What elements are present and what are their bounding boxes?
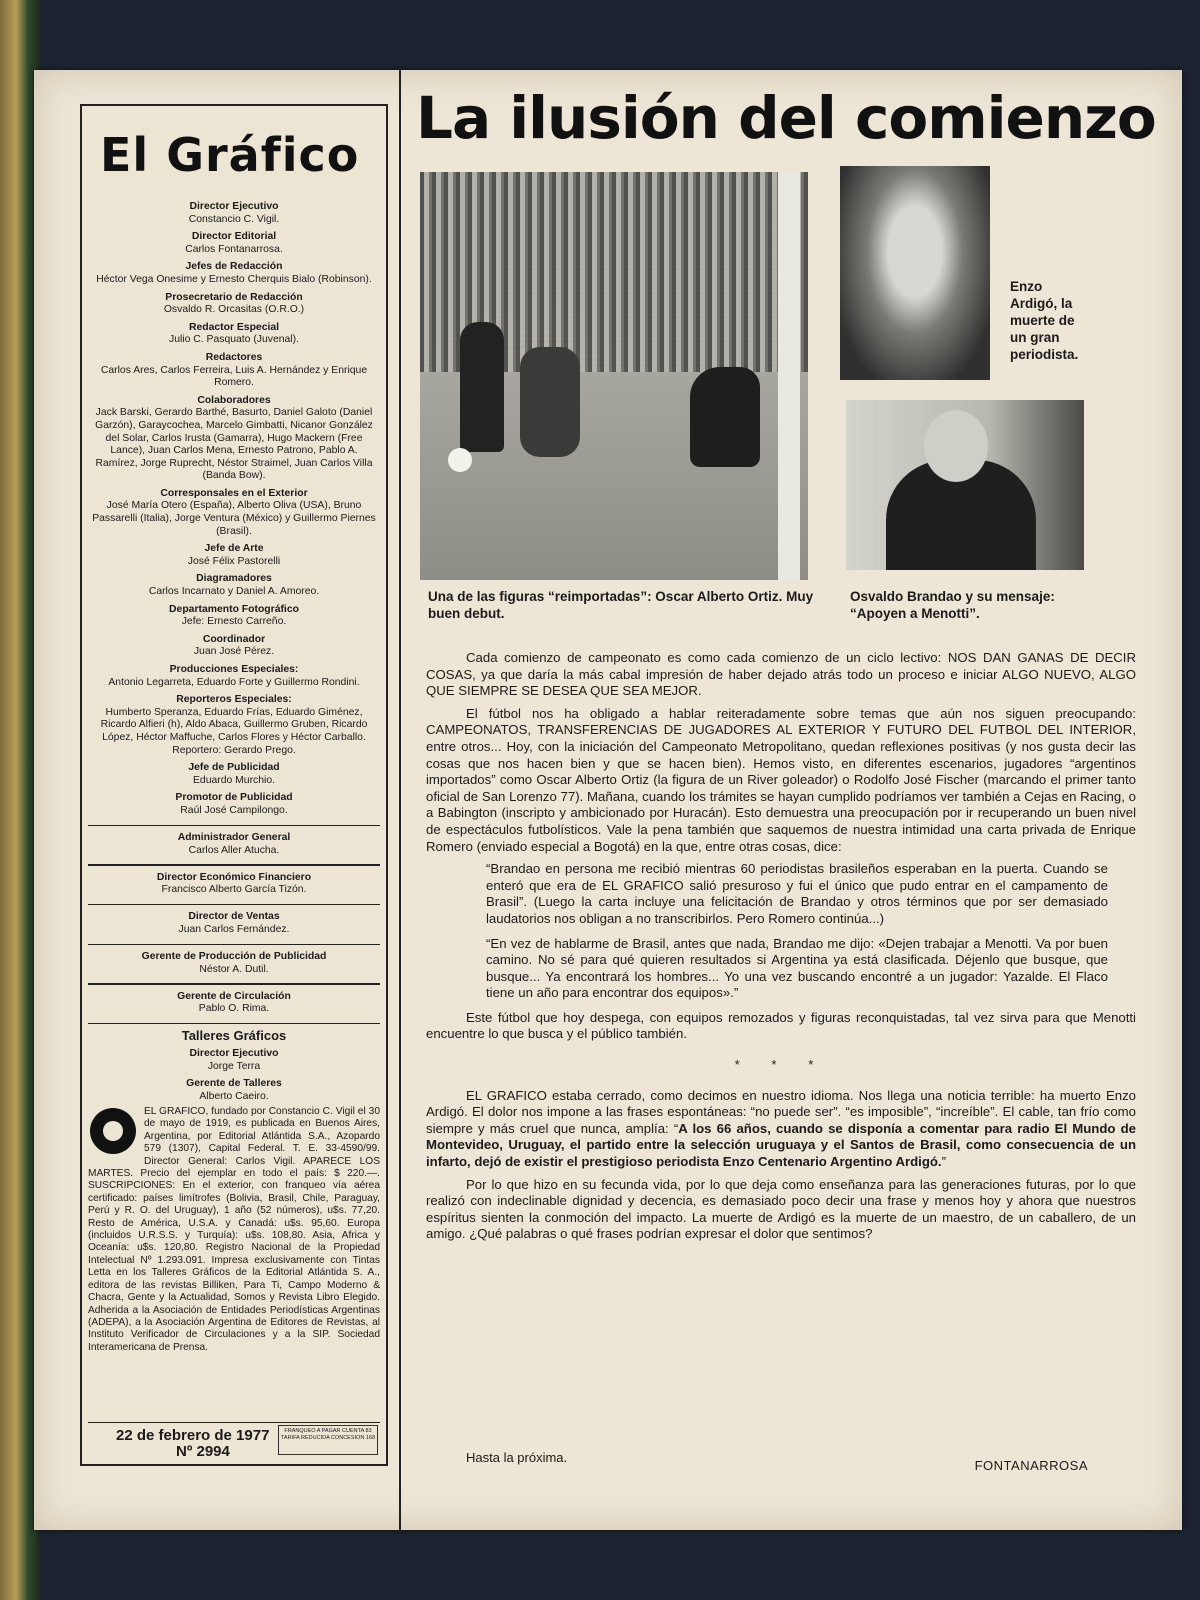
postage-stamp: FRANQUEO A PAGAR CUENTA 83 TARIFA REDUCIDA CONCESION 168 xyxy=(278,1425,378,1455)
article-paragraph: Este fútbol que hoy despega, con equipos remozados y figuras reconquistadas, tal vez sirva para que Menotti encuentre lo que busca y el público también. xyxy=(426,1009,1136,1042)
article-paragraph: Cada comienzo de campeonato es como cada comienzo de un ciclo lectivo: NOS DAN GANAS DE DECIR COSAS, ya que daría la más cabal impresión de haber dejado atrás todo un proceso e iniciar ALGO NUEVO, ALGO QUE SIEMPRE SE DESEA QUE SEA MEJOR. xyxy=(426,650,1136,699)
staff-names: Humberto Speranza, Eduardo Frías, Eduardo Giménez, Ricardo Alfieri (h), Aldo Abaca, Guillermo Gruben, Ricardo López, Héctor Maffuche, Carlos Flores y Héctor Carballo. Reportero: Gerardo Prego. xyxy=(100,706,368,756)
publisher-logo-icon xyxy=(90,1108,136,1154)
staff-names: Carlos Incarnato y Daniel A. Amoreo. xyxy=(148,586,320,598)
staff-names: Carlos Aller Atucha. xyxy=(188,844,280,856)
staff-role: Prosecretario de Redacción xyxy=(165,291,303,303)
divider xyxy=(88,983,380,985)
article-signoff: Hasta la próxima. xyxy=(466,1450,568,1465)
staff-role: Diagramadores xyxy=(196,573,272,585)
article-paragraph: El fútbol nos ha obligado a hablar reiteradamente sobre temas que aún nos siguen preocupando: CAMPEONATOS, TRANSFERENCIAS DE JUGADORES AL EXTERIOR Y FUTURO DEL FUTBOL DEL INTERIOR, entre otros... Hoy, con la iniciación del Campeonato Metropolitano, quedan reflexiones positivas (y nos gusta decir las cosas que nos hacen bien y que se hacen bien). Hemos visto, en diferentes escenarios, jugadores “argentinos importados” como Oscar Alberto Ortiz (la figura de un River goleador) o Rodolfo José Fischer (marcando el primer tanto oficial de San Lorenzo 77). Mañana, cuando los trámites se hayan cumplido podríamos ver también a Cejas en Racing, o a Babington (inscripto y ambicionado por Huracán). Esto demuestra una preocupación por ir recuperando un buen nivel de espectáculos futbolísticos. Vale la pena también que saquemos de nuestra intimidad una carta privada de Enrique Romero (enviado especial a Bogotá) en la que, entre otras cosas, dice: xyxy=(426,705,1136,854)
divider xyxy=(88,1023,380,1025)
article-headline: La ilusión del comienzo xyxy=(416,84,1156,152)
staff-role: Director Ejecutivo xyxy=(189,1048,279,1060)
staff-names: Carlos Fontanarrosa. xyxy=(185,243,283,255)
article-paragraph xyxy=(426,1088,1136,1171)
staff-names: Osvaldo R. Orcasitas (O.R.O.) xyxy=(163,304,305,316)
staff-role: Gerente de Talleres xyxy=(186,1078,282,1090)
article-quote: “Brandao en persona me recibió mientras 60 periodistas brasileños esperaban en la puerta. Cuando se enteró que era de EL GRAFICO salió presuroso y fui el único que pudo entrar en el campamento de Brasil”. (Luego la carta incluye una felicitación de Brandao y otros términos que por ser demasiado laudatorios nos obligan a no transcribirlos. Pero Romero continúa...) xyxy=(486,861,1108,926)
staff-names: Jefe: Ernesto Carreño. xyxy=(181,616,287,628)
divider xyxy=(88,825,380,827)
staff-role: Departamento Fotográfico xyxy=(169,603,299,615)
article-text: ” xyxy=(941,1154,946,1170)
staff-names: Jack Barski, Gerardo Barthé, Basurto, Daniel Galoto (Daniel Garzón), Garaycochea, Marcelo Gimbatti, Nicanor González del Solar, Carlos Irusta (Gamarra), Hugo Mackern (Free Lance), Juan Carlos Mena, Ernesto Patrono, Pablo A. Ramírez, Jorge Ruprecht, Néstor Straimel, Juan Carlos Villa (Banda Bow). xyxy=(95,407,373,482)
staff-names: Juan Carlos Fernández. xyxy=(178,924,290,935)
staff-role: Administrador General xyxy=(177,832,291,844)
issue-date: 22 de febrero de 1977 xyxy=(116,1427,270,1444)
magazine-page xyxy=(34,70,1182,1530)
staff-role: Gerente de Producción de Publicidad xyxy=(141,951,327,963)
column-divider xyxy=(399,70,401,1530)
article-text: EL GRAFICO estaba cerrado, como decimos en nuestro idioma. Nos llega una noticia terrible: ha muerto Enzo Ardigó. El dolor nos impone a las frases espontáneas: “no puede ser”. “es imposible”, “increíble”. El cable, tan frío como siempre y más cruel que nunca, amplía: “ xyxy=(426,1087,1136,1136)
staff-names: Raúl José Campilongo. xyxy=(180,804,288,816)
imprint-block xyxy=(88,1106,380,1354)
brandao-caption: Osvaldo Brandao y su mensaje: “Apoyen a Menotti”. xyxy=(850,589,1055,621)
staff-names: José María Otero (España), Alberto Oliva (USA), Bruno Passarelli (Italia), Jorge Ventura (México) y Guillermo Piernes (Brasil). xyxy=(92,500,376,537)
staff-role: Director Ejecutivo xyxy=(189,201,279,212)
match-photo xyxy=(420,172,808,580)
staff-role: Redactor Especial xyxy=(188,321,280,333)
staff-names: Néstor A. Dutil. xyxy=(199,963,269,975)
staff-role: Director Económico Financiero xyxy=(156,871,312,883)
staff-role: Jefes de Redacción xyxy=(185,261,283,273)
staff-role: Director de Ventas xyxy=(188,911,280,923)
staff-role: Jefe de Arte xyxy=(204,543,264,555)
divider xyxy=(88,864,380,866)
staff-names: Carlos Ares, Carlos Ferreira, Luis A. Hernández y Enrique Romero. xyxy=(100,364,368,389)
staff-role: Colaboradores xyxy=(197,394,271,406)
ardigo-portrait-photo xyxy=(840,166,990,380)
match-photo-caption: Una de las figuras “reimportadas”: Oscar Alberto Ortiz. Muy buen debut. xyxy=(428,589,814,621)
staff-names: Héctor Vega Onesime y Ernesto Cherquis Bialo (Robinson). xyxy=(96,273,372,285)
article-quote: “En vez de hablarme de Brasil, antes que nada, Brandao me dijo: «Dejen trabajar a Menotti. Va por buen camino. No sé para qué quieren resultados si Argentina ya está clasificada. Déjenlo que busque, que busque... Ya encontrará los hombres... Yo una vez buscando encontré a un jugador: Yazalde. El Flaco tiene un año para encontrar dos equipos».” xyxy=(486,935,1108,1001)
staff-role: Gerente de Circulación xyxy=(177,990,291,1002)
staff-role: Redactores xyxy=(205,351,263,363)
staff-names: Antonio Legarreta, Eduardo Forte y Guillermo Rondini. xyxy=(108,676,360,688)
staff-role: Promotor de Publicidad xyxy=(175,792,293,804)
divider xyxy=(88,904,380,906)
issue-number: Nº 2994 xyxy=(176,1443,230,1460)
section-separator: * * * xyxy=(734,1057,828,1073)
masthead-box xyxy=(80,104,388,1466)
masthead-title: El Gráfico xyxy=(100,128,360,182)
staff-names: Francisco Alberto García Tizón. xyxy=(161,884,307,896)
issue-date-box xyxy=(88,1422,380,1459)
staff-list xyxy=(88,196,380,1103)
brandao-photo xyxy=(846,400,1084,570)
divider xyxy=(88,944,380,946)
staff-names: Julio C. Pasquato (Juvenal). xyxy=(169,334,299,346)
staff-role: Reporteros Especiales: xyxy=(176,694,292,706)
article-bold-text: A los 66 años, cuando se disponía a comentar para radio El Mundo de Montevideo, Uruguay, el partido entre la selección uruguaya y el Santos de Brasil, como consecuencia de un infarto, dejó de existir el prestigioso periodista Enzo Centenario Argentino Ardigó. xyxy=(426,1120,1136,1170)
article-body xyxy=(426,650,1136,1249)
article-paragraph: Por lo que hizo en su fecunda vida, por lo que deja como enseñanza para las generaciones futuras, por lo que realizó con indeclinable dignidad y decencia, es demasiado poco decir una frase y menos hoy y ahora que nuestros espíritus sienten la conmoción del impacto. La muerte de Ardigó es la muerte de un maestro, de un caballero, de un amigo. ¿Qué palabras o qué frases podrían expresar el dolor que sentimos? xyxy=(426,1176,1136,1242)
talleres-title: Talleres Gráficos xyxy=(181,1028,287,1044)
staff-names: Constancio C. Vigil. xyxy=(188,213,280,225)
article-signature: FONTANARROSA xyxy=(974,1458,1088,1473)
imprint-text: EL GRAFICO, fundado por Constancio C. Vigil el 30 de mayo de 1919, es publicada en Buenos Aires, Argentina, por Editorial Atlántida S.A., Azopardo 579 (1307), Capital Federal. T. E. 33-4590/99. Director General: Carlos Vigil. APARECE LOS MARTES. Precio del ejemplar en todo el país: $ 220.—. SUSCRIPCIONES: En el exterior, con franqueo vía aérea certificado: países limítrofes (Bolivia, Brasil, Chile, Paraguay, Perú y R. O. del Uruguay), 1 año (52 números), u$s. 77,20. Resto de América, U.S.A. y Canadá: u$s. 95,60. Europa (incluidos U.R.S.S. y Turquía): u$s. 108,80. Asia, Africa y Oceanía: u$s. 120,80. Registro Nacional de la Propiedad Intelectual Nº 1.293.091. Impresa exclusivamente con Tintas Letta en los Talleres Gráficos de la Editorial Atlántida S. A., editora de las revistas Billiken, Para Ti, Campo Moderno & Chacra, Gente y la Actualidad, Somos y Revista Libro Elegido. Adherida a la Asociación de Entidades Periodísticas Argentinas (ADEPA), a la Asociación Argentina de Editores de Revistas, al Instituto Verificador de Circulaciones y a la SIP. Sociedad Interamericana de Prensa. xyxy=(88,1106,380,1353)
staff-role: Corresponsales en el Exterior xyxy=(160,487,308,499)
staff-role: Producciones Especiales: xyxy=(169,664,299,675)
staff-role: Director Editorial xyxy=(191,231,277,243)
staff-names: Alberto Caeiro. xyxy=(199,1090,269,1102)
ardigo-caption: Enzo Ardigó, la muerte de un gran periodista. xyxy=(1010,279,1079,362)
staff-role: Coordinador xyxy=(202,633,266,645)
staff-names: José Félix Pastorelli xyxy=(187,555,281,567)
staff-names: Juan José Pérez. xyxy=(193,646,275,658)
staff-names: Jorge Terra xyxy=(207,1060,261,1072)
staff-names: Eduardo Murchio. xyxy=(192,774,275,786)
staff-names: Pablo O. Rima. xyxy=(198,1003,270,1015)
staff-role: Jefe de Publicidad xyxy=(188,762,280,774)
